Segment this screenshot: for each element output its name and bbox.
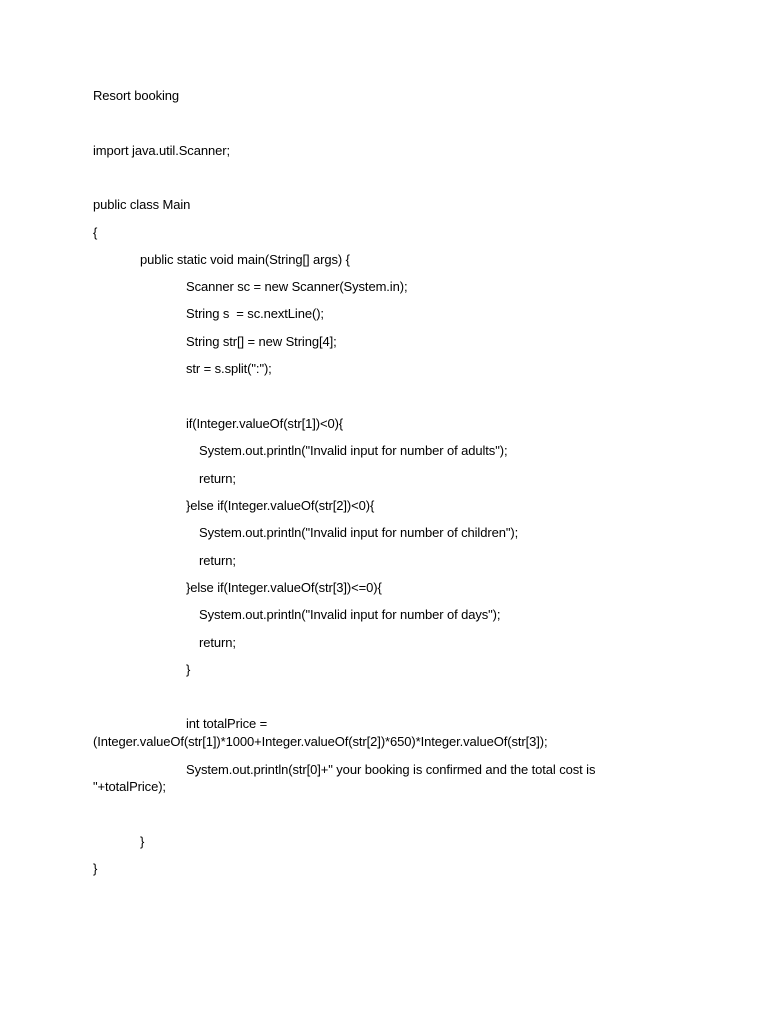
code-line-scanner: Scanner sc = new Scanner(System.in); — [186, 279, 408, 294]
code-line-split: str = s.split(":"); — [186, 361, 272, 376]
code-line-print-confirmation-continued: "+totalPrice); — [93, 779, 166, 794]
code-line-total-expression: (Integer.valueOf(str[1])*1000+Integer.valueOf(str[2])*650)*Integer.valueOf(str[3]); — [93, 734, 548, 749]
code-line-class-declaration: public class Main — [93, 197, 191, 212]
code-line-if-close-brace: } — [186, 662, 191, 677]
code-line-class-open-brace: { — [93, 225, 98, 240]
code-line-return-3: return; — [199, 635, 236, 650]
code-line-print-adults: System.out.println("Invalid input for number of adults"); — [199, 443, 508, 458]
code-line-main-declaration: public static void main(String[] args) { — [140, 252, 350, 267]
code-line-return-2: return; — [199, 553, 236, 568]
code-line-elseif-days: }else if(Integer.valueOf(str[3])<=0){ — [186, 580, 382, 595]
code-line-readline: String s = sc.nextLine(); — [186, 306, 324, 321]
code-line-main-close-brace: } — [140, 834, 145, 849]
code-line-print-confirmation: System.out.println(str[0]+" your booking is confirmed and the total cost is — [186, 762, 596, 777]
code-line-print-days: System.out.println("Invalid input for number of days"); — [199, 607, 501, 622]
code-line-array: String str[] = new String[4]; — [186, 334, 337, 349]
document-title: Resort booking — [93, 88, 180, 103]
code-line-if-adults: if(Integer.valueOf(str[1])<0){ — [186, 416, 344, 431]
code-line-total-declaration: int totalPrice = — [186, 716, 268, 731]
code-line-return-1: return; — [199, 471, 236, 486]
code-line-print-children: System.out.println("Invalid input for number of children"); — [199, 525, 519, 540]
code-line-class-close-brace: } — [93, 861, 98, 876]
code-line-elseif-children: }else if(Integer.valueOf(str[2])<0){ — [186, 498, 375, 513]
code-line-import: import java.util.Scanner; — [93, 143, 230, 158]
